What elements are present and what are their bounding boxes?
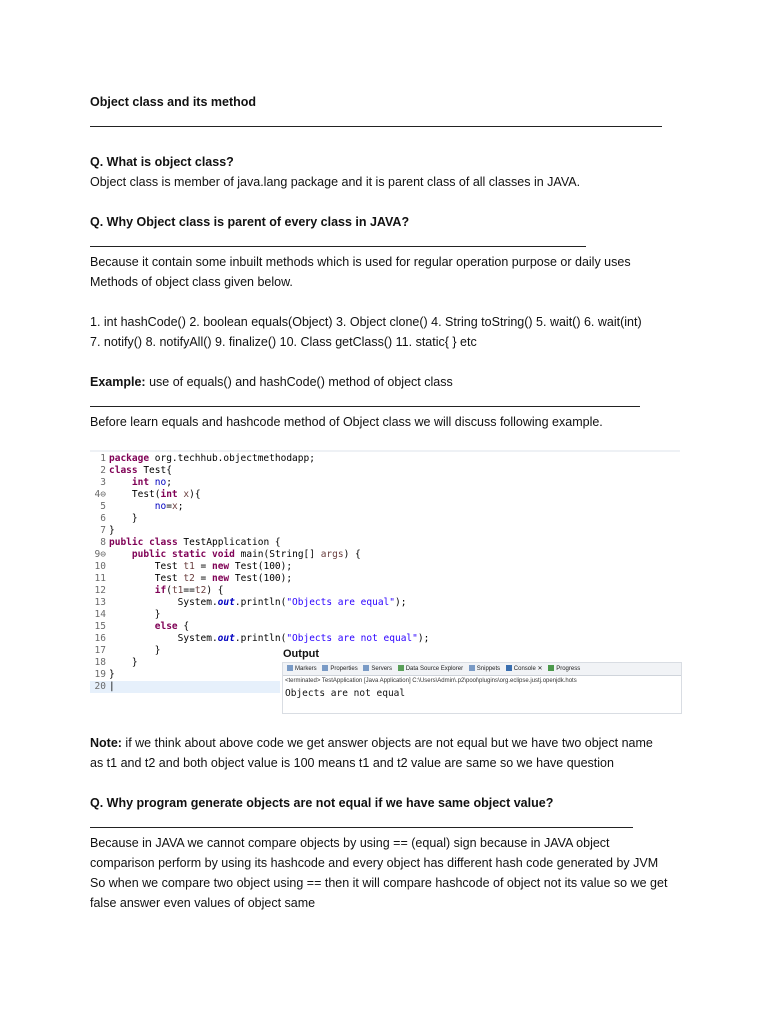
line-number: 5 (100, 501, 106, 512)
console-icon (506, 665, 512, 671)
question-1: Q. What is object class? (90, 155, 234, 169)
code-line: 2 class Test{ (90, 465, 172, 477)
output-label: Output (283, 648, 320, 660)
tab-properties (322, 663, 357, 675)
code-line: 3 int no; (90, 477, 172, 489)
tab-markers (287, 663, 317, 675)
example-intro: Before learn equals and hashcode method of Object class we will discuss following example. (90, 415, 603, 429)
code-line: 13 System.out.println("Objects are equal"); (90, 597, 406, 609)
line-number: 8 (100, 537, 106, 548)
line-number: 20 (94, 681, 106, 692)
code-line: 7 } (90, 525, 115, 537)
code-line: 8 public class TestApplication { (90, 537, 281, 549)
note-label: Note: (90, 736, 122, 750)
question-3-underline (90, 827, 633, 828)
line-number: 14 (94, 609, 106, 620)
answer-3-line-4: false answer even values of object same (90, 896, 316, 910)
example-heading (90, 372, 453, 392)
code-line: 11 Test t2 = new Test(100); (90, 573, 292, 585)
properties-icon (322, 665, 328, 671)
line-number: 15 (94, 621, 106, 632)
example-text: use of equals() and hashCode() method of object class (145, 375, 453, 389)
line-number: 19 (94, 669, 106, 680)
console-status: <terminated> TestApplication [Java Application] C:\Users\Admin\.p2\pool\plugins\org.eclipse.justj.openjdk.hots (285, 678, 577, 684)
tab-snippets (469, 663, 500, 675)
code-line: 15 else { (90, 621, 189, 633)
line-number: 1 (100, 453, 106, 464)
code-line: 5 no=x; (90, 501, 183, 513)
question-3: Q. Why program generate objects are not equal if we have same object value? (90, 796, 554, 810)
code-line: 18 } (90, 657, 138, 669)
console-panel (282, 662, 682, 714)
console-output: Objects are not equal (285, 688, 406, 699)
console-tab-bar (283, 663, 681, 676)
tab-progress (548, 663, 580, 675)
line-number: 12 (94, 585, 106, 596)
example-label: Example: (90, 375, 146, 389)
code-line: 4⊖ Test(int x){ (90, 489, 201, 501)
code-line: 16 System.out.println("Objects are not equal"); (90, 633, 429, 645)
code-line: 17 } (90, 645, 160, 657)
code-line: 1 package org.techhub.objectmethodapp; (90, 453, 315, 465)
markers-icon (287, 665, 293, 671)
note-line-2: as t1 and t2 and both object value is 100 means t1 and t2 value are same so we have question (90, 756, 614, 770)
tab-label: Markers (295, 666, 317, 672)
answer-1: Object class is member of java.lang package and it is parent class of all classes in JAVA. (90, 175, 581, 189)
line-number: 11 (94, 573, 106, 584)
answer-3-line-2: comparison perform by using its hashcode and every object has different hash code generated by JVM (90, 856, 659, 870)
code-line: 6 } (90, 513, 138, 525)
tab-label: Properties (330, 666, 358, 672)
tab-data-source-explorer (398, 663, 463, 675)
note-line-1 (90, 733, 653, 753)
code-line: 12 if(t1==t2) { (90, 585, 223, 597)
line-number: 3 (100, 477, 106, 488)
line-number: 9⊖ (94, 549, 106, 560)
line-number: 17 (94, 645, 106, 656)
servers-icon (363, 665, 369, 671)
page-title: Object class and its method (90, 95, 257, 109)
methods-list-line-1: 1. int hashCode() 2. boolean equals(Object) 3. Object clone() 4. String toString() 5. wait() 6. wait(int) (90, 315, 642, 329)
title-underline (90, 126, 662, 127)
line-number: 16 (94, 633, 106, 644)
editor-top-border (90, 450, 680, 452)
code-line-current: 20 | (90, 681, 280, 693)
line-number: 10 (94, 561, 106, 572)
tab-label: Console ✕ (513, 666, 543, 672)
tab-servers (363, 663, 392, 675)
code-line: 19 } (90, 669, 115, 681)
line-number: 18 (94, 657, 106, 668)
answer-3-line-1: Because in JAVA we cannot compare objects by using == (equal) sign because in JAVA object (90, 836, 610, 850)
answer-3-line-3: So when we compare two object using == then it will compare hashcode of object not its value so we get (90, 876, 668, 890)
data-source-icon (398, 665, 404, 671)
code-line: 10 Test t1 = new Test(100); (90, 561, 292, 573)
progress-icon (548, 665, 554, 671)
snippets-icon (469, 665, 475, 671)
line-number: 13 (94, 597, 106, 608)
methods-list-line-2: 7. notify() 8. notifyAll() 9. finalize() 10. Class getClass() 11. static{ } etc (90, 335, 477, 349)
code-line: 14 } (90, 609, 160, 621)
tab-label: Servers (371, 666, 393, 672)
tab-console (506, 663, 543, 675)
line-number: 6 (100, 513, 106, 524)
code-line: 9⊖ public static void main(String[] args) { (90, 549, 361, 561)
tab-label: Progress (556, 666, 581, 672)
tab-label: Snippets (476, 666, 501, 672)
question-2: Q. Why Object class is parent of every class in JAVA? (90, 215, 410, 229)
note-text: if we think about above code we get answer objects are not equal but we have two object name (121, 736, 653, 750)
line-number: 4⊖ (94, 489, 106, 500)
tab-label: Data Source Explorer (405, 666, 464, 672)
answer-2-line-1: Because it contain some inbuilt methods which is used for regular operation purpose or daily uses (90, 255, 631, 269)
answer-2-line-2: Methods of object class given below. (90, 275, 293, 289)
line-number: 7 (100, 525, 106, 536)
line-number: 2 (100, 465, 106, 476)
question-2-underline (90, 246, 586, 247)
example-underline (90, 406, 640, 407)
